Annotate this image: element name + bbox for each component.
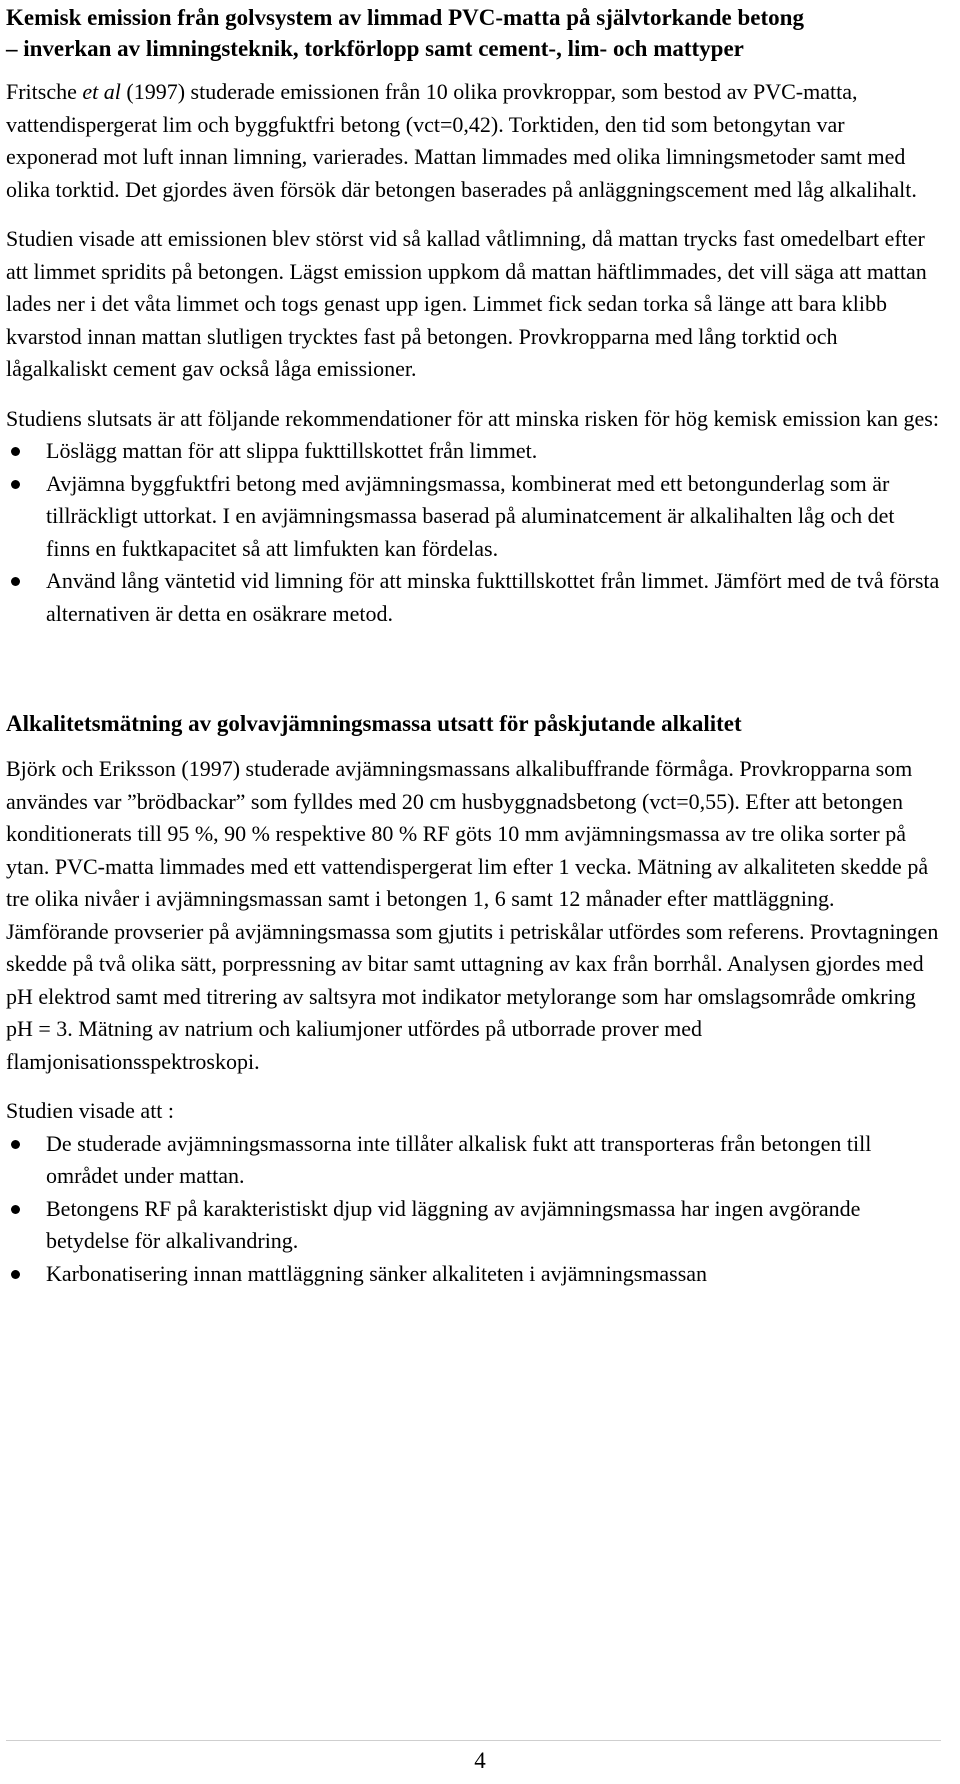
bullet-icon [11, 1270, 20, 1279]
bullet-icon [11, 480, 20, 489]
list-item-text: Löslägg mattan för att slippa fukttillskottet från limmet. [46, 438, 538, 463]
bullet-icon [11, 577, 20, 586]
list-item [6, 435, 941, 468]
list-item-text: Använd lång väntetid vid limning för att minska fukttillskottet från limmet. Jämfört med de två första alternativen är detta en osäkrare metod. [46, 568, 940, 626]
bullet-icon [11, 1140, 20, 1149]
list-item-text: Betongens RF på karakteristiskt djup vid läggning av avjämningsmassa har ingen avgörande betydelse för alkalivandring. [46, 1195, 861, 1253]
bullet-icon [11, 1205, 20, 1214]
paragraph-fritsche-prefix: Fritsche [6, 79, 83, 104]
paragraph-bjork-eriksson: Björk och Eriksson (1997) studerade avjämningsmassans alkalibuffrande förmåga. Provkropparna som användes var ”brödbackar” som fylldes med 20 cm husbyggnadsbetong (vct=0,55). Efter att betongen konditionerats till 95 %, 90 % respektive 80 % RF göts 10 mm avjämningsmassa av tre olika sorter på ytan. PVC-matta limmades med ett vattendispergerat lim efter 1 vecka. Mätning av alkaliteten skedde på tre olika nivåer i avjämningsmassan samt i betongen 1, 6 samt 12 månader efter mattläggning. Jämförande provserier på avjämningsmassa som gjutits i petriskålar utfördes som referens. Provtagningen skedde på två olika sätt, porpressning av bitar samt uttagning av kax från borrhål. Analysen gjordes med pH elektrod samt med titrering av saltsyra mot indikator metylorange som har omslagsområde omkring pH = 3. Mätning av natrium och kaliumjoner utfördes på utborrade prover med flamjonisationsspektroskopi. [6, 756, 939, 1074]
footer-divider [6, 1740, 941, 1741]
list-item-text: De studerade avjämningsmassorna inte tillåter alkalisk fukt att transporteras från betongen till området under mattan. [46, 1130, 872, 1188]
paragraph-fritsche-italic: et al [82, 79, 121, 104]
section-heading-emission [6, 2, 941, 64]
list-item-text: Avjämna byggfuktfri betong med avjämningsmassa, kombinerat med ett betongunderlag som är tillräckligt uttorkat. I en avjämningsmassa baserad på aluminatcement är alkalihalten låg och det finns en fuktkapacitet så att limfukten kan fördelas. [46, 470, 895, 561]
heading-line-2: – inverkan av limningsteknik, torkförlopp samt cement-, lim- och mattyper [6, 36, 744, 61]
list-item [6, 565, 941, 630]
recommendation-list [6, 435, 941, 630]
paragraph-study-result: Studien visade att emissionen blev störst vid så kallad våtlimning, då mattan trycks fast omedelbart efter att limmet spridits på betongen. Lägst emission uppkom då mattan häftlimmades, det vill säga att mattan lades ner i det våta limmet och togs genast upp igen. Limmet fick sedan torka så länge att bara klibb kvarstod innan mattan slutligen trycktes fast på betongen. Provkropparna med lång torktid och lågalkaliskt cement gav också låga emissioner. [6, 226, 927, 381]
paragraph-study-showed: Studien visade att : [6, 1098, 175, 1123]
page-number: 4 [474, 1748, 486, 1773]
list-item [6, 468, 941, 566]
paragraph-fritsche-rest: (1997) studerade emissionen från 10 olika provkroppar, som bestod av PVC-matta, vattendispergerat lim och byggfuktfri betong (vct=0,42). Torktiden, den tid som betongytan var exponerad mot luft innan limning, varierades. Mattan limmades med olika limningsmetoder samt med olika torktid. Det gjordes även försök där betongen baserades på anläggningscement med låg alkalihalt. [6, 79, 917, 202]
list-item [6, 1128, 941, 1193]
paragraph-fritsche [6, 76, 941, 206]
heading-line-1: Kemisk emission från golvsystem av limmad PVC-matta på självtorkande betong [6, 5, 804, 30]
findings-list [6, 1128, 941, 1291]
page-content [6, 2, 941, 1290]
list-item [6, 1193, 941, 1258]
paragraph-conclusion: Studiens slutsats är att följande rekommendationer för att minska risken för hög kemisk emission kan ges: [6, 405, 939, 431]
list-item-text: Karbonatisering innan mattläggning sänker alkaliteten i avjämningsmassan [46, 1260, 708, 1286]
list-item [6, 1258, 941, 1291]
section-heading-alkalinity: Alkalitetsmätning av golvavjämningsmassa utsatt för påskjutande alkalitet [6, 711, 742, 736]
bullet-icon [11, 447, 20, 456]
